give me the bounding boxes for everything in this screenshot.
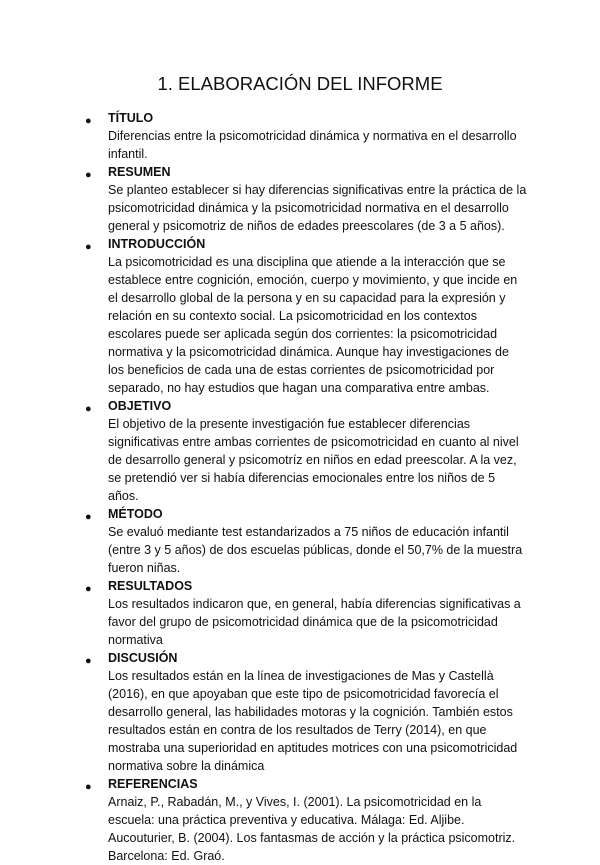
- bullet-icon: ●: [85, 655, 92, 667]
- section-heading: REFERENCIAS: [108, 777, 198, 791]
- section-body: El objetivo de la presente investigación fue establecer diferencias significativas entre ambas corrientes de psicomotricidad en cuanto al nivel de desarrollo general y psicomotríz en niños en edad preescolar. A la vez, se pretendió ver si había diferencias emocionales entre los niños de 5 años.: [108, 417, 519, 503]
- section-heading: TÍTULO: [108, 111, 154, 125]
- section-referencias: [0, 775, 600, 865]
- section-body: Se planteo establecer si hay diferencias significativas entre la práctica de la psicomotricidad dinámica y la psicomotricidad normativa en el desarrollo general y psicomotriz de niños de edades preescolares (de 3 a 5 años).: [108, 183, 527, 233]
- bullet-icon: ●: [85, 241, 92, 253]
- section-body: Arnaiz, P., Rabadán, M., y Vives, I. (2001). La psicomotricidad en la escuela: una práctica preventiva y educativa. Málaga: Ed. Aljibe. Aucouturier, B. (2004). Los fantasmas de acción y la práctica psicomotriz. Barcelona: Ed. Graó.: [108, 795, 516, 863]
- section-body: Los resultados indicaron que, en general, había diferencias significativas a favor del grupo de psicomotricidad dinámica que de la psicomotricidad normativa: [108, 597, 521, 647]
- section-heading: OBJETIVO: [108, 399, 172, 413]
- section-resultados: [0, 577, 600, 649]
- section-resumen: [0, 163, 600, 235]
- bullet-icon: ●: [85, 115, 92, 127]
- bullet-icon: ●: [85, 781, 92, 793]
- section-metodo: [0, 505, 600, 577]
- section-heading: RESULTADOS: [108, 579, 193, 593]
- section-heading: INTRODUCCIÓN: [108, 237, 206, 251]
- section-objetivo: [0, 397, 600, 505]
- section-body: Se evaluó mediante test estandarizados a 75 niños de educación infantil (entre 3 y 5 años) de dos escuelas públicas, donde el 50,7% de la muestra fueron niñas.: [108, 525, 523, 575]
- bullet-icon: ●: [85, 583, 92, 595]
- section-list: [0, 109, 600, 865]
- page-title: 1. ELABORACIÓN DEL INFORME: [157, 73, 443, 94]
- section-body: Los resultados están en la línea de investigaciones de Mas y Castellà (2016), en que apoyaban que este tipo de psicomotricidad favorecía el desarrollo general, las habilidades motoras y la cognición. También estos resultados están en contra de los resultados de Terry (2014), en que mostraba una superioridad en aptitudes motrices con una psicomotricidad normativa sobre la dinámica: [108, 669, 518, 773]
- section-discusion: [0, 649, 600, 775]
- section-heading: MÉTODO: [108, 507, 163, 521]
- bullet-icon: ●: [85, 403, 92, 415]
- section-heading: RESUMEN: [108, 165, 171, 179]
- section-body: Diferencias entre la psicomotricidad dinámica y normativa en el desarrollo infantil.: [108, 129, 517, 161]
- bullet-icon: ●: [85, 169, 92, 181]
- section-heading: DISCUSIÓN: [108, 651, 178, 665]
- section-body: La psicomotricidad es una disciplina que atiende a la interacción que se establece entre cognición, emoción, cuerpo y movimiento, y que incide en el desarrollo global de la persona y en su capacidad para la expresión y relación en su contexto social. La psicomotricidad en los contextos escolares puede ser aplicada según dos corrientes: la psicomotricidad normativa y la psicomotricidad dinámica. Aunque hay investigaciones de los beneficios de cada una de estas corrientes de psicomotricidad por separado, no hay estudios que hagan una comparativa entre ambas.: [108, 255, 518, 395]
- section-introduccion: [0, 235, 600, 397]
- section-titulo: [0, 109, 600, 163]
- bullet-icon: ●: [85, 511, 92, 523]
